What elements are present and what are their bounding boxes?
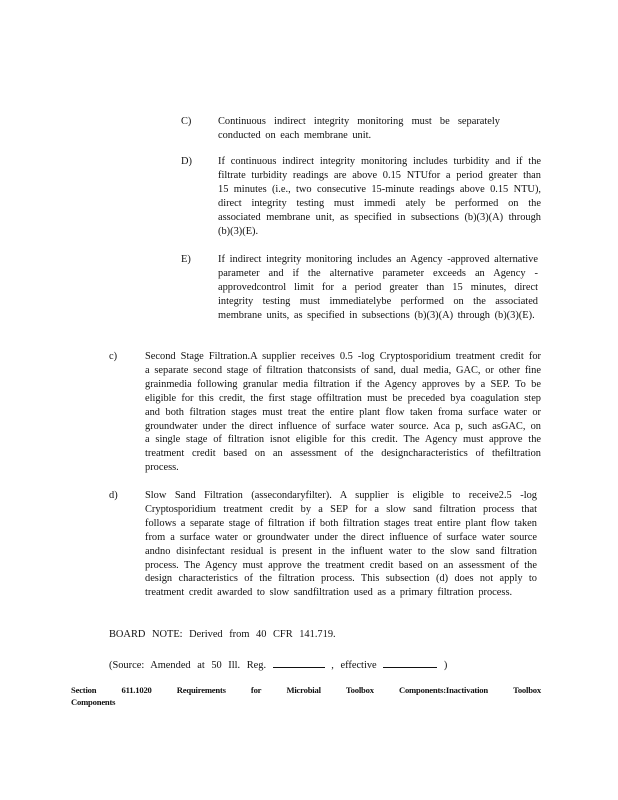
footer-word: Requirements	[176, 685, 226, 695]
source-prefix: (Source: Amended at 50 Ill. Reg.	[109, 660, 267, 671]
subsection-d-label: d)	[109, 490, 118, 501]
source-middle: , effective	[331, 660, 377, 671]
footer-word: Toolbox	[345, 685, 374, 695]
source-blank-1	[273, 656, 325, 668]
board-note: BOARD NOTE: Derived from 40 CFR 141.719.	[109, 629, 336, 640]
subsection-c-text: Second Stage Filtration.A supplier receives 0.5 -log Cryptosporidium treatment credit for a separate second stage of filtration thatconsists of sand, dual media, GAC, or other fine grainmedia following granular media filtration if the Agency approves by a SEP. To be eligible for this credit, the first stage offiltration must be preceded bya coagulation step and both filtration stages must treat the entire plant flow taken froma surface water or groundwater under the direct influence of surface water source. Aca p, such asGAC, on a single stage of filtration isnot eligible for this credit. The Agency must approve the treatment credit based on an assessment of the designcharacteristics of thefiltration process.	[145, 351, 541, 474]
footer-word: Section	[71, 685, 97, 695]
subsection-d-text: Slow Sand Filtration (assecondaryfilter). A supplier is eligible to receive2.5 -log Cryptosporidium treatment credit by a SEP for a slow sand filtration process that follows a separate stage of filtration if both filtration stages treat entire plant flow taken from a surface water or groundwater under the direct influence of surface water source andno disinfectant residual is present in the influent water to the slow sand filtration process. The Agency must approve the treatment credit based on an assessment of the design characteristics of the filtration process. This subsection (d) does not apply to treatment credit awarded to slow sandfiltration used as a primary filtration process.	[145, 490, 537, 599]
footer-line-2: Components	[71, 697, 116, 707]
footer-word: Toolbox	[513, 685, 541, 695]
item-d-text: If continuous indirect integrity monitoring includes turbidity and if the filtrate turbidity readings are above 0.15 NTUfor a period greater than 15 minutes (i.e., two consecutive 15-minute readings above 0.15 NTU), direct integrity testing must immedi ately be performed on the associated membrane unit, as specified in subsections (b)(3)(A) through (b)(3)(E).	[218, 156, 541, 237]
footer-word: Components:Inactivation	[398, 685, 488, 695]
page-footer	[71, 684, 541, 708]
footer-word: for	[250, 685, 262, 695]
item-e-label: E)	[181, 254, 191, 265]
source-suffix: )	[443, 660, 448, 671]
source-blank-2	[383, 656, 437, 668]
footer-word: 611.1020	[121, 685, 152, 695]
item-c-label: C)	[181, 116, 192, 127]
item-c-text: Continuous indirect integrity monitoring must be separately conducted on each membrane unit.	[218, 116, 500, 141]
item-e-text: If indirect integrity monitoring includes an Agency -approved alternative parameter and if the alternative parameter exceeds an Agency -approvedcontrol limit for a period greater than 15 minutes, direct integrity testing must immediatelybe performed on the associated membrane units, as specified in subsections (b)(3)(A) through (b)(3)(E).	[218, 254, 538, 321]
source-line	[109, 656, 447, 673]
subsection-c-label: c)	[109, 351, 118, 362]
footer-line-1	[71, 684, 541, 696]
item-d-label: D)	[181, 156, 192, 167]
footer-word: Microbial	[286, 685, 321, 695]
